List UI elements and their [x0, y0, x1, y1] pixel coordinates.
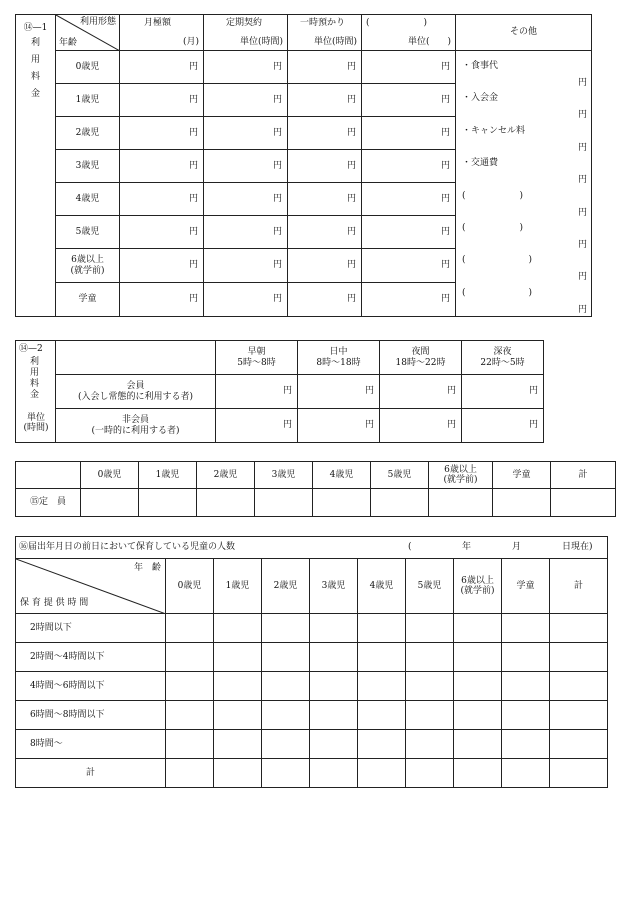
col-header-other: その他 — [456, 15, 592, 51]
count-cell[interactable] — [166, 643, 214, 672]
count-cell[interactable] — [454, 730, 502, 759]
other-item-yen: 円 — [577, 78, 587, 88]
fee-cell[interactable]: 円 — [204, 150, 288, 183]
fee-cell[interactable]: 円 — [380, 375, 462, 409]
other-item — [462, 223, 587, 255]
fee-cell[interactable]: 円 — [120, 249, 204, 283]
capacity-cell[interactable] — [255, 489, 313, 517]
time-col-title: 日中 — [329, 347, 348, 358]
fee-cell[interactable]: 円 — [298, 375, 380, 409]
side-char: 料 — [30, 72, 40, 83]
col-header-top: ( ) — [366, 18, 428, 28]
age-label: 1歳児 — [56, 84, 120, 117]
other-item — [462, 255, 587, 287]
capacity-table-15 — [15, 461, 616, 517]
fee-cell[interactable]: 円 — [120, 150, 204, 183]
count-cell[interactable] — [262, 614, 310, 643]
age-label: 3歳児 — [56, 150, 120, 183]
count-cell[interactable] — [214, 730, 262, 759]
fee-cell[interactable]: 円 — [120, 183, 204, 216]
total-row-label: 計 — [16, 759, 166, 788]
corner-bottom-label: 保 育 提 供 時 間 — [20, 597, 89, 608]
col-header-temporary — [288, 15, 362, 51]
count-cell[interactable] — [262, 672, 310, 701]
section-14-1-side-text — [31, 35, 41, 103]
fee-cell[interactable]: 円 — [204, 183, 288, 216]
col-header-top: 一時預かり — [300, 18, 346, 28]
fee-cell[interactable]: 円 — [462, 375, 544, 409]
date-open: ( — [408, 542, 412, 552]
fee-cell[interactable]: 円 — [204, 249, 288, 283]
count-cell[interactable] — [214, 701, 262, 730]
other-item-label: ( ) — [462, 255, 533, 265]
hours-row-label: 6時間〜8時間以下 — [16, 701, 166, 730]
capacity-cell[interactable] — [429, 489, 493, 517]
side-char: 利 — [30, 357, 40, 367]
side-char: 用 — [30, 368, 40, 378]
time-col-range: 8時〜18時 — [316, 357, 361, 368]
age-col-header: 学童 — [502, 559, 550, 614]
count-cell[interactable] — [550, 643, 608, 672]
col-header-custom — [362, 15, 456, 51]
age-col-header: 0歳児 — [81, 462, 139, 489]
age-col-header: 4歳児 — [313, 462, 371, 489]
fee-cell[interactable]: 円 — [216, 375, 298, 409]
count-cell[interactable] — [550, 672, 608, 701]
count-cell[interactable] — [310, 701, 358, 730]
col-header-bottom: 単位(時間) — [313, 36, 357, 47]
fee-cell[interactable]: 円 — [120, 84, 204, 117]
age-col-header: 学童 — [493, 462, 551, 489]
time-col-title: 夜間 — [411, 347, 430, 358]
count-cell[interactable] — [310, 759, 358, 788]
other-item-yen: 円 — [577, 240, 587, 250]
count-cell[interactable] — [358, 730, 406, 759]
fee-cell[interactable]: 円 — [204, 216, 288, 249]
count-cell[interactable] — [502, 730, 550, 759]
fee-cell[interactable]: 円 — [120, 117, 204, 150]
other-item — [462, 61, 587, 93]
time-col-range: 18時〜22時 — [395, 357, 446, 368]
fee-cell[interactable]: 円 — [462, 409, 544, 443]
hours-row-label: 2時間〜4時間以下 — [16, 643, 166, 672]
section-14-1-number: ⑭—1 — [23, 23, 48, 33]
fee-cell[interactable]: 円 — [288, 183, 362, 216]
age-col-header: 3歳児 — [310, 559, 358, 614]
corner-header-14-1 — [56, 15, 120, 51]
age-col-header: 6歳以上 (就学前) — [429, 462, 493, 489]
children-count-table-16 — [15, 536, 608, 788]
fee-cell[interactable]: 円 — [362, 183, 456, 216]
fee-cell[interactable]: 円 — [362, 117, 456, 150]
fee-cell[interactable]: 円 — [204, 84, 288, 117]
count-cell[interactable] — [406, 701, 454, 730]
count-cell[interactable] — [406, 614, 454, 643]
side-char: 料 — [30, 379, 40, 389]
other-item — [462, 93, 587, 125]
capacity-cell[interactable] — [493, 489, 551, 517]
count-cell[interactable] — [550, 759, 608, 788]
count-cell[interactable] — [310, 614, 358, 643]
col-header-top: 月極額 — [144, 18, 172, 28]
section-14-2-number: ⑭—2 — [19, 344, 43, 354]
count-cell[interactable] — [214, 643, 262, 672]
capacity-cell[interactable] — [371, 489, 429, 517]
capacity-row-label: ⑮定 員 — [16, 489, 81, 517]
date-year-label: 年 — [462, 542, 472, 552]
fee-cell[interactable]: 円 — [288, 216, 362, 249]
time-col-range: 22時〜5時 — [480, 357, 525, 368]
fee-cell[interactable]: 円 — [362, 249, 456, 283]
other-item — [462, 191, 587, 223]
age-label: 学童 — [56, 283, 120, 317]
age-col-header: 0歳児 — [166, 559, 214, 614]
other-item-label: ・入会金 — [462, 93, 499, 103]
col-header-top: 定期契約 — [226, 18, 263, 28]
count-cell[interactable] — [502, 643, 550, 672]
fee-cell[interactable]: 円 — [288, 117, 362, 150]
other-item — [462, 288, 587, 317]
fee-cell[interactable]: 円 — [204, 117, 288, 150]
other-item-label: ・交通費 — [462, 158, 499, 168]
capacity-cell[interactable] — [313, 489, 371, 517]
count-cell[interactable] — [550, 614, 608, 643]
fee-cell[interactable]: 円 — [288, 249, 362, 283]
count-cell[interactable] — [262, 759, 310, 788]
col-header-bottom: 単位( ) — [407, 36, 451, 47]
fee-cell[interactable]: 円 — [362, 150, 456, 183]
other-item-label: ( ) — [462, 191, 524, 201]
age-col-header: 3歳児 — [255, 462, 313, 489]
count-cell[interactable] — [358, 701, 406, 730]
section-14-1-label-cell — [16, 15, 56, 317]
age-label: 6歳以上 (就学前) — [56, 249, 120, 283]
age-label: 5歳児 — [56, 216, 120, 249]
age-label: 2歳児 — [56, 117, 120, 150]
side-char: 用 — [30, 55, 40, 66]
other-item-yen: 円 — [577, 305, 587, 315]
other-item-yen: 円 — [577, 175, 587, 185]
time-col-header — [216, 341, 298, 375]
count-cell[interactable] — [262, 701, 310, 730]
other-item-yen: 円 — [577, 208, 587, 218]
table-16-title: ⑯届出年月日の前日において保育している児童の人数 — [19, 542, 236, 552]
blank-header — [16, 462, 81, 489]
fee-cell[interactable]: 円 — [288, 51, 362, 84]
nonmember-row-label: 非会員 (一時的に利用する者) — [56, 409, 216, 443]
fee-cell[interactable]: 円 — [288, 150, 362, 183]
count-cell[interactable] — [310, 730, 358, 759]
count-cell[interactable] — [358, 759, 406, 788]
other-item-label: ・キャンセル料 — [462, 126, 526, 136]
other-item-yen: 円 — [577, 143, 587, 153]
count-cell[interactable] — [262, 730, 310, 759]
total-col-header: 計 — [551, 462, 616, 489]
count-cell[interactable] — [406, 643, 454, 672]
capacity-cell[interactable] — [197, 489, 255, 517]
side-char: 利 — [30, 38, 40, 49]
count-cell[interactable] — [310, 643, 358, 672]
count-cell[interactable] — [214, 759, 262, 788]
corner-bottom-label: 年齢 — [59, 37, 78, 48]
count-cell[interactable] — [454, 701, 502, 730]
count-cell[interactable] — [358, 643, 406, 672]
date-month-label: 月 — [512, 542, 522, 552]
total-col-header: 計 — [550, 559, 608, 614]
count-cell[interactable] — [406, 672, 454, 701]
capacity-cell[interactable] — [551, 489, 616, 517]
count-cell[interactable] — [406, 730, 454, 759]
fee-cell[interactable]: 円 — [362, 283, 456, 317]
age-label: 0歳児 — [56, 51, 120, 84]
fee-table-14-2 — [15, 340, 544, 443]
age-label: 4歳児 — [56, 183, 120, 216]
fee-cell[interactable]: 円 — [362, 84, 456, 117]
fee-cell[interactable]: 円 — [120, 216, 204, 249]
time-col-header — [380, 341, 462, 375]
fee-cell[interactable]: 円 — [380, 409, 462, 443]
fee-cell[interactable]: 円 — [204, 283, 288, 317]
count-cell[interactable] — [358, 672, 406, 701]
count-cell[interactable] — [454, 672, 502, 701]
fee-cell[interactable]: 円 — [298, 409, 380, 443]
col-header-bottom: 単位(時間) — [239, 36, 283, 47]
unit-label: 単位 (時間) — [23, 413, 49, 434]
count-cell[interactable] — [166, 672, 214, 701]
fee-cell[interactable]: 円 — [204, 51, 288, 84]
hours-row-label: 4時間〜6時間以下 — [16, 672, 166, 701]
count-cell[interactable] — [502, 672, 550, 701]
count-cell[interactable] — [166, 759, 214, 788]
time-col-title: 深夜 — [493, 347, 512, 358]
count-cell[interactable] — [454, 614, 502, 643]
count-cell[interactable] — [166, 614, 214, 643]
corner-top-label: 利用形態 — [79, 17, 116, 27]
col-header-regular — [204, 15, 288, 51]
time-col-header — [462, 341, 544, 375]
count-cell[interactable] — [214, 614, 262, 643]
col-header-bottom: (月) — [182, 36, 199, 47]
fee-cell[interactable]: 円 — [288, 283, 362, 317]
member-row-label: 会員 (入会し常態的に利用する者) — [56, 375, 216, 409]
fee-cell[interactable]: 円 — [120, 283, 204, 317]
count-cell[interactable] — [550, 730, 608, 759]
time-col-range: 5時〜8時 — [237, 357, 276, 368]
other-item-yen: 円 — [577, 110, 587, 120]
age-col-header: 1歳児 — [214, 559, 262, 614]
other-item — [462, 158, 587, 190]
fee-table-14-1 — [15, 14, 592, 317]
time-col-title: 早朝 — [247, 347, 266, 358]
count-cell[interactable] — [454, 759, 502, 788]
hours-row-label: 8時間〜 — [16, 730, 166, 759]
time-col-header — [298, 341, 380, 375]
fee-cell[interactable]: 円 — [362, 51, 456, 84]
count-cell[interactable] — [214, 672, 262, 701]
count-cell[interactable] — [502, 701, 550, 730]
table-16-title-row — [16, 537, 608, 559]
other-item-label: ( ) — [462, 223, 524, 233]
other-fees-cell[interactable] — [456, 51, 592, 317]
count-cell[interactable] — [502, 759, 550, 788]
count-cell[interactable] — [166, 701, 214, 730]
count-cell[interactable] — [502, 614, 550, 643]
age-col-header: 2歳児 — [262, 559, 310, 614]
blank-header — [56, 341, 216, 375]
corner-top-label: 年 齢 — [133, 563, 161, 573]
fee-cell[interactable]: 円 — [288, 84, 362, 117]
hours-row-label: 2時間以下 — [16, 614, 166, 643]
other-item-label: ( ) — [462, 288, 533, 298]
count-cell[interactable] — [454, 643, 502, 672]
capacity-cell[interactable] — [81, 489, 139, 517]
fee-cell[interactable]: 円 — [362, 216, 456, 249]
count-cell[interactable] — [310, 672, 358, 701]
count-cell[interactable] — [406, 759, 454, 788]
age-col-header: 1歳児 — [139, 462, 197, 489]
section-14-2-side-text — [30, 357, 40, 401]
capacity-cell[interactable] — [139, 489, 197, 517]
count-cell[interactable] — [358, 614, 406, 643]
section-14-2-label-cell — [16, 341, 56, 443]
other-item — [462, 126, 587, 158]
corner-header-16 — [16, 559, 166, 614]
col-header-monthly — [120, 15, 204, 51]
age-col-header: 4歳児 — [358, 559, 406, 614]
side-char: 金 — [30, 89, 40, 100]
age-col-header: 6歳以上 (就学前) — [454, 559, 502, 614]
age-col-header: 2歳児 — [197, 462, 255, 489]
other-item-label: ・食事代 — [462, 61, 499, 71]
count-cell[interactable] — [550, 701, 608, 730]
other-item-yen: 円 — [577, 272, 587, 282]
count-cell[interactable] — [262, 643, 310, 672]
date-day-suffix: 日現在) — [562, 542, 593, 552]
side-char: 金 — [30, 390, 40, 400]
age-col-header: 5歳児 — [406, 559, 454, 614]
fee-cell[interactable]: 円 — [120, 51, 204, 84]
fee-cell[interactable]: 円 — [216, 409, 298, 443]
age-col-header: 5歳児 — [371, 462, 429, 489]
count-cell[interactable] — [166, 730, 214, 759]
